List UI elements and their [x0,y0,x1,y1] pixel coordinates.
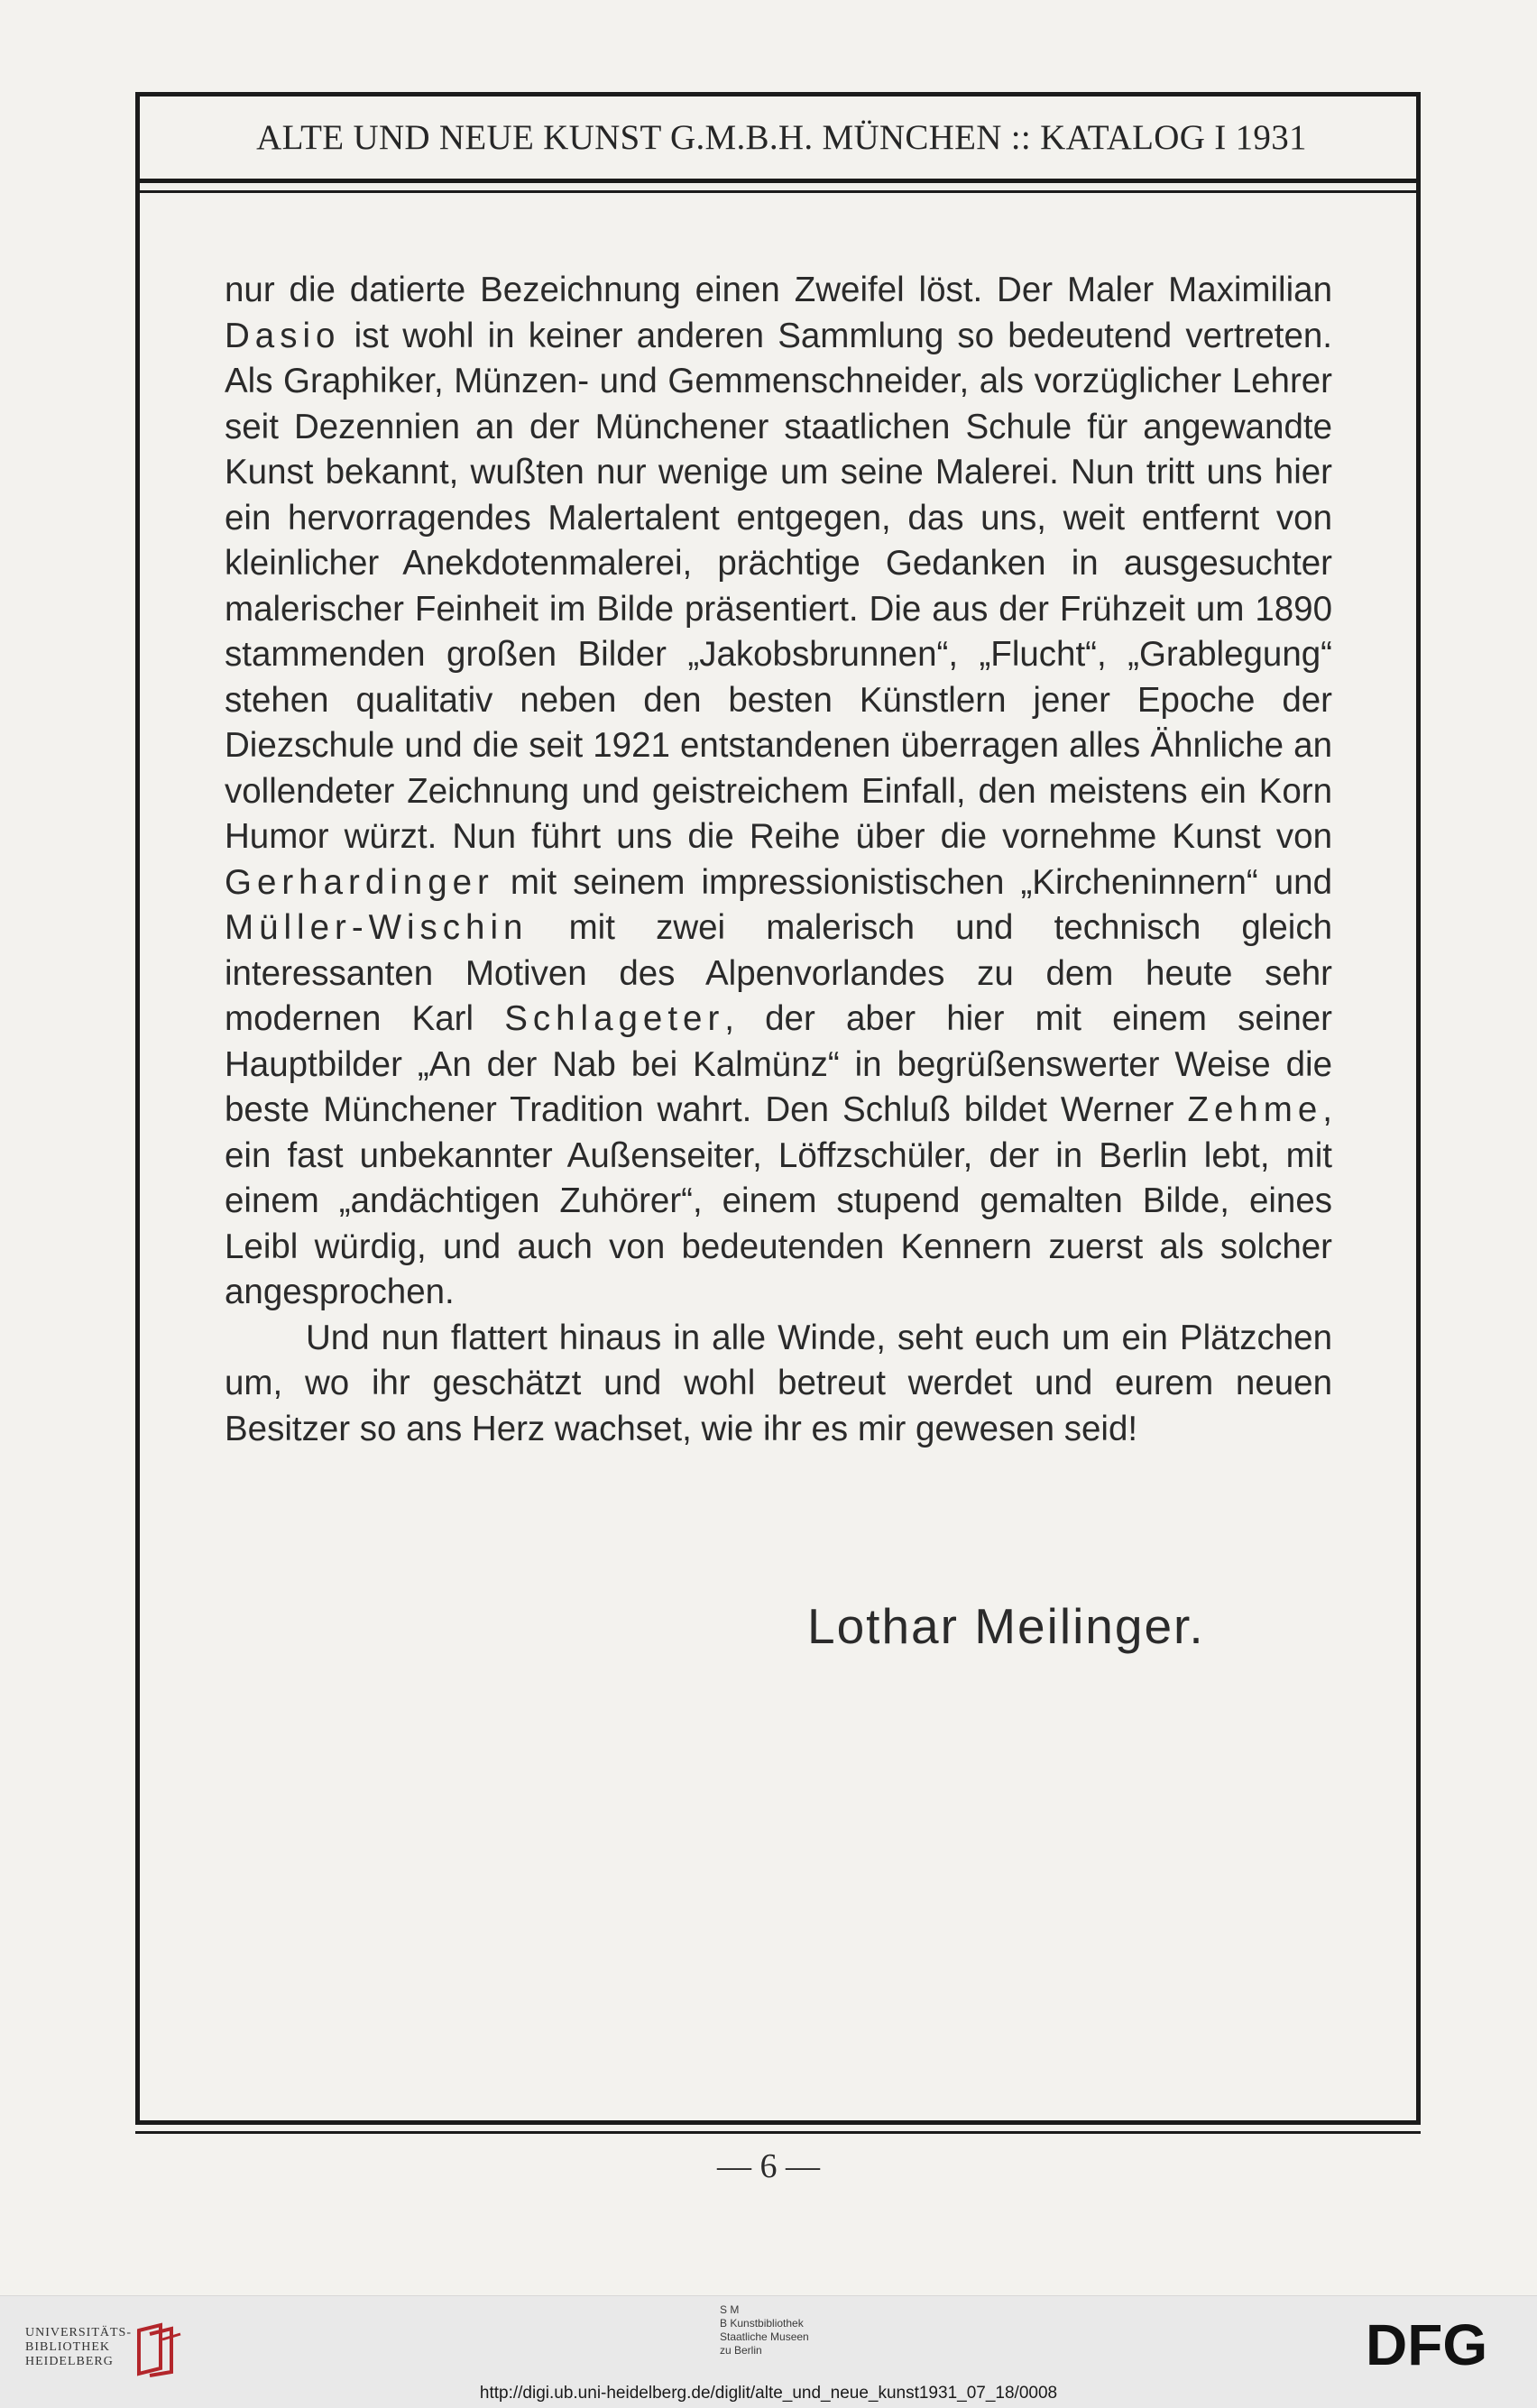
university-library-logo[interactable] [25,2326,132,2369]
library-stamp [720,2303,809,2357]
permalink-url[interactable]: http://digi.ub.uni-heidelberg.de/diglit/alte_und_neue_kunst1931_07_18/0008 [479,2384,1058,2403]
spaced-name-mueller-wischin: Müller-Wischin [225,908,529,947]
dfg-logo-text: DFG [1366,2316,1488,2372]
text-run: nur die datierte Bezeichnung einen Zweifel löst. Der Maler Maximilian [225,271,1332,309]
university-emblem-icon [133,2321,184,2377]
text-run: mit seinem impressionistischen „Kircheninnern“ und [493,862,1332,902]
paragraph-1 [225,268,1332,1316]
footer-bar [0,2295,1537,2408]
dfg-logo[interactable] [1366,2316,1514,2372]
stamp-line: Staatliche Museen [720,2330,809,2343]
stamp-line: zu Berlin [720,2344,762,2357]
signature: Lothar Meilinger. [807,1598,1205,1654]
header-band [140,97,1416,183]
page-number: — 6 — [717,2147,820,2185]
text-run: , ein fast unbekannter Außenseiter, Löffzschüler, der in Berlin lebt, mit einem „andächtigen Zuhörer“, einem stupend gemalten Bilde, eines Leibl würdig, und auch von bedeutenden Kennern zuerst als solcher angesprochen. [225,1090,1332,1311]
spaced-name-zehme: Zehme [1187,1090,1323,1129]
page-frame [135,92,1421,2125]
body-text [225,268,1332,1452]
paragraph-2: Und nun flattert hinaus in alle Winde, seht euch um ein Plätzchen um, wo ihr geschätzt und wohl betreut werdet und eurem neuen Besitzer so ans Herz wachset, wie ihr es mir gewesen seid! [225,1318,1332,1448]
text-run: ist wohl in keiner anderen Sammlung so bedeutend vertreten. Als Graphiker, Münzen- und Gemmenschneider, als vorzüglicher Lehrer seit Dezennien an der Münchener staatlichen Schule für angewandte Kunst bekannt, wußten nur wenige um seine Malerei. Nun tritt uns hier ein hervorragendes Malertalent entgegen, das uns, weit entfernt von kleinlicher Anekdotenmalerei, prächtige Gedanken in ausgesuchter malerischer Feinheit im Bilde präsentiert. Die aus der Frühzeit um 1890 stammenden großen Bilder „Jakobsbrunnen“, „Flucht“, „Grablegung“ stehen qualitativ neben den besten Künstlern jener Epoche der Diezschule und die seit 1921 entstandenen überragen alles Ähnliche an vollendeter Zeichnung und geistreichem Einfall, den meistens ein Korn Humor würzt. Nun führt uns die Reihe über die vornehme Kunst von [225,316,1332,856]
university-line: UNIVERSITÄTS- [25,2326,132,2339]
text-run: mit zwei malerisch und technisch gleich interessanten Motiven des Alpenvorlandes zu dem heute sehr modernen Karl [225,908,1332,1038]
university-line: HEIDELBERG [25,2355,114,2368]
text-run: , der aber hier mit einem seiner Hauptbilder „An der Nab bei Kalmünz“ in begrüßenswerter Weise die beste Münchener Tradition wahrt. Den Schluß bildet Werner [225,999,1332,1129]
university-line: BIBLIOTHEK [25,2340,110,2354]
stamp-line: B Kunstbibliothek [720,2317,804,2330]
spaced-name-gerhardinger: Gerhardinger [225,862,494,902]
spaced-name-schlageter: Schlageter [504,999,725,1038]
spaced-name-dasio: Dasio [225,316,341,355]
catalog-header-title: ALTE UND NEUE KUNST G.M.B.H. MÜNCHEN :: KATALOG I 1931 [256,118,1307,157]
stamp-line: S M [720,2303,740,2316]
